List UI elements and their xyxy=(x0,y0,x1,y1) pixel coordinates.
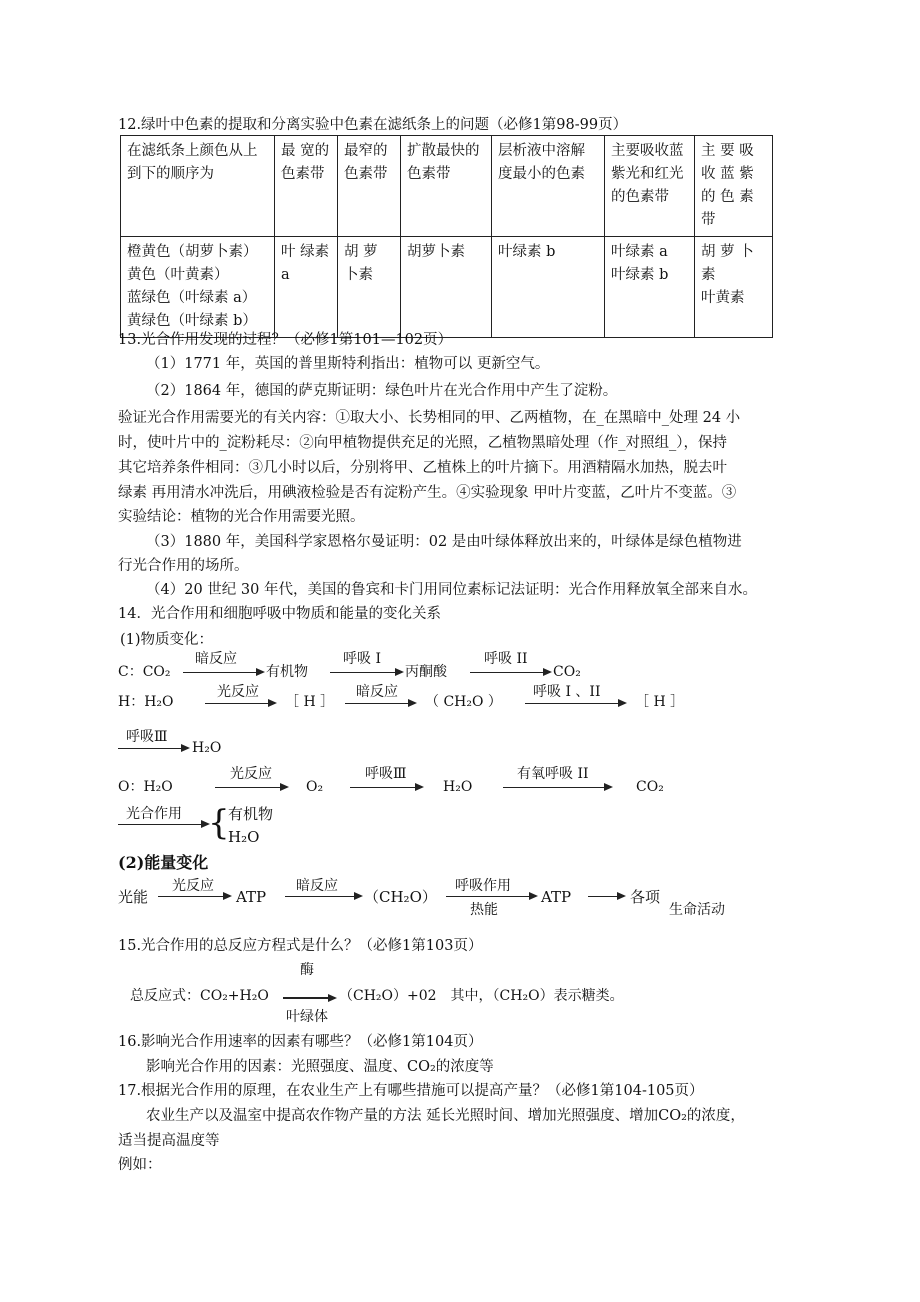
arrow-icon xyxy=(283,997,335,999)
table-cell-widest: 叶 绿素 a xyxy=(275,237,338,338)
energy-atp: ATP xyxy=(236,888,267,906)
oxygen-o2: O₂ xyxy=(306,779,324,795)
arrow-label: 呼吸Ⅲ xyxy=(365,766,407,782)
arrow-icon xyxy=(118,748,188,749)
order-item: 黄色（叶黄素） xyxy=(127,267,229,283)
arrow-label: 呼吸作用 xyxy=(455,878,511,894)
table-header-cell: 最窄的色素带 xyxy=(338,136,401,237)
q12-title: 12.绿叶中色素的提取和分离实验中色素在滤纸条上的问题（必修1第98-99页） xyxy=(118,117,628,133)
q13-p4: （4）20 世纪 30 年代，美国的鲁宾和卡门用同位素标记法证明：光合作用释放氧全部来自水。 xyxy=(146,582,757,598)
q17-title: 17.根据光合作用的原理，在农业生产上有哪些措施可以提高产量？（必修1第104-105页） xyxy=(118,1083,704,1099)
energy-end: 生命活动 xyxy=(669,902,725,918)
q13-verify-line: 绿素 再用清水冲洗后，用碘液检验是否有淀粉产生。④实验现象 甲叶片变蓝，乙叶片不变蓝。③ xyxy=(118,485,737,501)
oxygen-start: O：H₂O xyxy=(118,779,173,795)
energy-each: 各项 xyxy=(630,888,661,906)
arrow-icon xyxy=(285,896,361,897)
oxygen-organic: 有机物 xyxy=(228,805,274,823)
equation-lhs: 总反应式：CO₂+H₂O xyxy=(130,988,269,1004)
oxygen-end: CO₂ xyxy=(636,779,664,795)
arrow-icon xyxy=(525,703,625,704)
q13-title: 13.光合作用发现的过程？（必修1第101—102页） xyxy=(118,332,453,348)
hydrogen-water: H₂O xyxy=(192,740,222,756)
arrow-label: 光反应 xyxy=(172,878,214,894)
q17-body: 农业生产以及温室中提高农作物产量的方法 延长光照时间、增加光照强度、增加CO₂的浓度， xyxy=(146,1108,745,1124)
arrow-icon xyxy=(183,672,263,673)
pigment-table xyxy=(120,135,773,338)
arrow-label: 呼吸Ⅲ xyxy=(126,729,168,745)
arrow-label: 光反应 xyxy=(230,766,272,782)
table-header-cell: 层析液中溶解度最小的色素 xyxy=(492,136,605,237)
arrow-label: 暗反应 xyxy=(296,878,338,894)
hydrogen-end: ［ H ］ xyxy=(635,694,685,710)
q13-p2: （2）1864 年，德国的萨克斯证明：绿色叶片在光合作用中产生了淀粉。 xyxy=(146,383,618,399)
equation-rhs: （CH₂O）+02 其中，（CH₂O）表示糖类。 xyxy=(339,988,624,1004)
carbon-end: CO₂ xyxy=(553,664,581,680)
arrow-label: 热能 xyxy=(470,902,498,918)
table-header-cell: 主要吸收蓝紫光和红光的色素带 xyxy=(605,136,695,237)
arrow-icon xyxy=(588,896,624,897)
arrow-icon xyxy=(446,896,536,897)
q14-sub2: (2)能量变化 xyxy=(118,853,209,872)
brace-icon: { xyxy=(208,803,230,843)
order-item: 蓝绿色（叶绿素 a） xyxy=(127,290,257,306)
carbon-start: C：CO₂ xyxy=(118,664,171,680)
arrow-icon xyxy=(350,787,422,788)
q14-title: 14．光合作用和细胞呼吸中物质和能量的变化关系 xyxy=(118,606,441,622)
table-cell-blue-violet xyxy=(695,237,773,338)
arrow-label: 光反应 xyxy=(217,684,259,700)
arrow-label: 光合作用 xyxy=(126,806,182,822)
table-header-cell: 最 宽的 色素带 xyxy=(275,136,338,237)
arrow-label: 暗反应 xyxy=(195,651,237,667)
table-row xyxy=(121,237,773,338)
arrow-icon xyxy=(345,703,415,704)
q15-title: 15.光合作用的总反应方程式是什么？（必修1第103页） xyxy=(118,938,483,954)
q17-body-cont: 适当提高温度等 xyxy=(118,1133,220,1149)
q16-title: 16.影响光合作用速率的因素有哪些？（必修1第104页） xyxy=(118,1034,483,1050)
arrow-icon xyxy=(118,824,208,825)
table-header-cell: 在滤纸条上颜色从上到下的顺序为 xyxy=(121,136,275,237)
q13-p3-cont: 行光合作用的场所。 xyxy=(118,558,249,574)
pigment-name: 叶黄素 xyxy=(701,290,745,306)
q17-example: 例如： xyxy=(118,1157,162,1173)
hydrogen-nadph: ［ H ］ xyxy=(285,694,335,710)
arrow-icon xyxy=(215,787,287,788)
arrow-label: 呼吸 I 、II xyxy=(533,684,601,700)
q14-sub1: (1)物质变化： xyxy=(120,632,214,648)
arrow-icon xyxy=(330,672,402,673)
chloroplast-label: 叶绿体 xyxy=(286,1009,328,1025)
pigment-name: 叶绿素 a xyxy=(611,244,668,260)
carbon-organic: 有机物 xyxy=(266,664,308,680)
q13-p1: （1）1771 年，英国的普里斯特利指出：植物可以 更新空气。 xyxy=(146,356,550,372)
table-cell-blue-red xyxy=(605,237,695,338)
oxygen-water-2: H₂O xyxy=(228,828,260,846)
enzyme-label: 酶 xyxy=(300,962,314,978)
arrow-label: 有氧呼吸 II xyxy=(517,766,589,782)
arrow-icon xyxy=(205,703,275,704)
q13-verify-line: 实验结论：植物的光合作用需要光照。 xyxy=(118,509,365,525)
arrow-label: 呼吸 I xyxy=(343,651,381,667)
q16-body: 影响光合作用的因素：光照强度、温度、CO₂的浓度等 xyxy=(146,1059,494,1075)
q13-p3: （3）1880 年，美国科学家恩格尔曼证明：02 是由叶绿体释放出来的，叶绿体是绿色植物进 xyxy=(146,534,742,550)
hydrogen-ch2o: （ CH₂O ） xyxy=(425,694,502,710)
table-cell-order xyxy=(121,237,275,338)
table-cell-fastest: 胡萝卜素 xyxy=(401,237,492,338)
order-item: 橙黄色（胡萝卜素） xyxy=(127,244,258,260)
pigment-name: 叶绿素 b xyxy=(611,267,669,283)
arrow-icon xyxy=(158,896,230,897)
arrow-icon xyxy=(503,787,611,788)
table-row xyxy=(121,136,773,237)
q13-verify-line: 验证光合作用需要光的有关内容：①取大小、长势相同的甲、乙两植物，在_在黑暗中_处理 24 小 xyxy=(118,410,741,426)
energy-start: 光能 xyxy=(118,888,149,906)
q13-verify-line: 时，使叶片中的_淀粉耗尽：②向甲植物提供充足的光照，乙植物黑暗处理（作_对照组_），保持 xyxy=(118,435,727,451)
table-cell-narrowest: 胡 萝 卜素 xyxy=(338,237,401,338)
pigment-name: 胡 萝 卜素 xyxy=(701,244,754,283)
table-header-cell: 扩散最快的色素带 xyxy=(401,136,492,237)
arrow-icon xyxy=(470,672,550,673)
arrow-label: 呼吸 II xyxy=(484,651,528,667)
table-cell-least-soluble: 叶绿素 b xyxy=(492,237,605,338)
hydrogen-start: H：H₂O xyxy=(118,694,174,710)
carbon-pyruvate: 丙酮酸 xyxy=(405,664,447,680)
arrow-label: 暗反应 xyxy=(356,684,398,700)
q13-verify-line: 其它培养条件相同：③几小时以后，分别将甲、乙植株上的叶片摘下。用酒精隔水加热，脱去叶 xyxy=(118,460,727,476)
energy-ch2o: （CH₂O） xyxy=(364,888,437,906)
oxygen-water: H₂O xyxy=(443,779,473,795)
order-item: 黄绿色（叶绿素 b） xyxy=(127,313,257,329)
table-header-cell: 主 要 吸 收 蓝 紫的 色 素带 xyxy=(695,136,773,237)
energy-atp-2: ATP xyxy=(541,888,572,906)
